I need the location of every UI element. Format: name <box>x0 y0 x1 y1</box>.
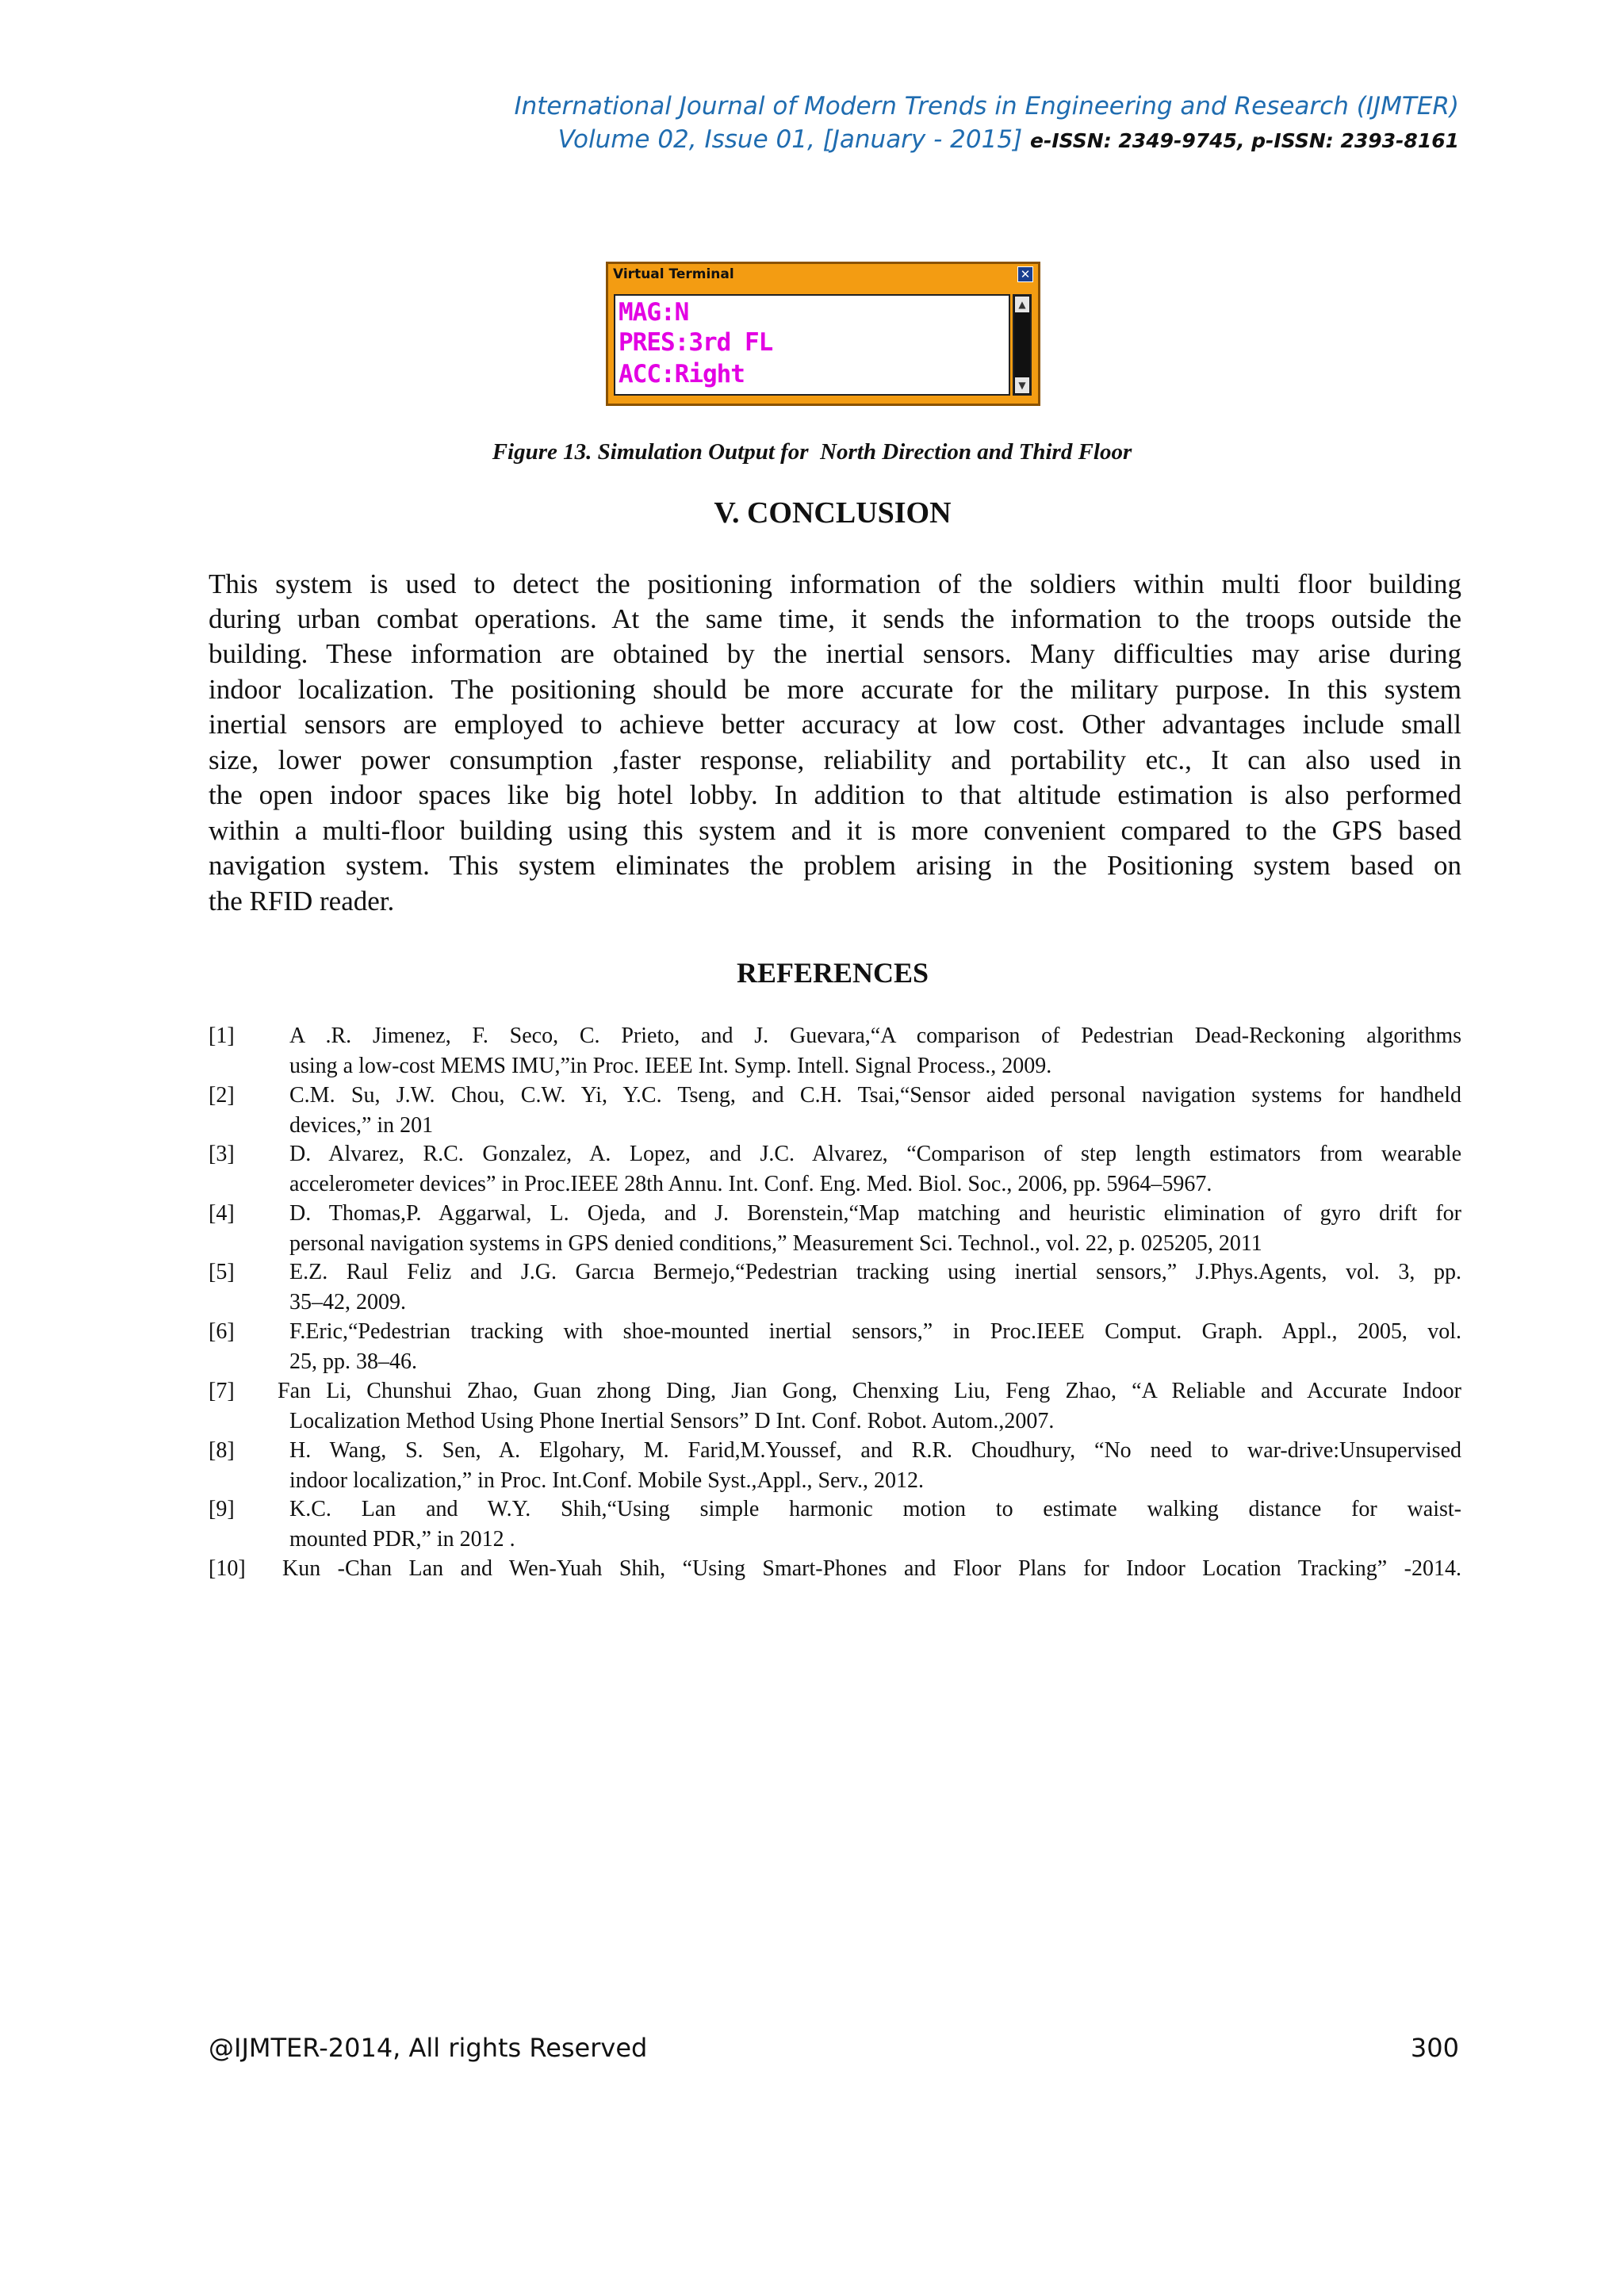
reference-text-line: C.M. Su, J.W. Chou, C.W. Yi, Y.C. Tseng, and C.H. Tsai,“Sensor aided personal navigation systems for handheld <box>289 1083 1461 1108</box>
reference-number: [6] <box>209 1319 235 1344</box>
reference-number: [9] <box>209 1497 235 1521</box>
virtual-terminal-figure <box>606 262 1040 406</box>
journal-volume-line <box>285 125 1459 154</box>
reference-text-line: using a low-cost MEMS IMU,”in Proc. IEEE Int. Symp. Intell. Signal Process., 2009. <box>289 1054 1052 1078</box>
reference-number: [1] <box>209 1024 235 1048</box>
reference-text-line: 25, pp. 38–46. <box>289 1349 417 1374</box>
reference-text-line: devices,” in 201 <box>289 1113 434 1138</box>
reference-number: [3] <box>209 1142 235 1166</box>
reference-text-line: Fan Li, Chunshui Zhao, Guan zhong Ding, Jian Gong, Chenxing Liu, Feng Zhao, “A Reliable and Accurate Indoor <box>278 1379 1461 1403</box>
reference-text-line: E.Z. Raul Feliz and J.G. Garcıa Bermejo,“Pedestrian tracking using inertial sensors,” J.Phys.Agents, vol. 3, pp. <box>289 1260 1461 1284</box>
page-number: 300 <box>1410 2033 1459 2063</box>
reference-number: [10] <box>209 1556 246 1581</box>
paragraph-line: building. These information are obtained by the inertial sensors. Many difficulties may arise during <box>209 638 1461 669</box>
section-heading-references: REFERENCES <box>736 957 929 989</box>
paragraph-line: This system is used to detect the positioning information of the soldiers within multi floor building <box>209 568 1461 599</box>
reference-number: [5] <box>209 1260 235 1284</box>
journal-volume: Volume 02, Issue 01, [January - 2015] <box>557 125 1023 154</box>
reference-text-line: A .R. Jimenez, F. Seco, C. Prieto, and J. Guevara,“A comparison of Pedestrian Dead-Reckoning algorithms <box>289 1024 1461 1048</box>
reference-text-line: personal navigation systems in GPS denied conditions,” Measurement Sci. Technol., vol. 22, p. 025205, 2011 <box>289 1231 1262 1256</box>
terminal-line-pres: PRES:3rd FL <box>619 328 773 357</box>
section-heading-conclusion: V. CONCLUSION <box>714 496 952 530</box>
reference-number: [4] <box>209 1201 235 1226</box>
paragraph-line: size, lower power consumption ,faster response, reliability and portability etc., It can also used in <box>209 744 1461 775</box>
terminal-window-title: Virtual Terminal <box>613 266 734 282</box>
terminal-line-acc: ACC:Right <box>619 360 745 388</box>
terminal-scrollbar <box>1013 294 1032 396</box>
reference-text-line: mounted PDR,” in 2012 . <box>289 1527 515 1552</box>
close-icon: ✕ <box>1017 266 1033 282</box>
paragraph-line: during urban combat operations. At the same time, it sends the information to the troops outside the <box>209 603 1461 634</box>
paragraph-line: inertial sensors are employed to achieve better accuracy at low cost. Other advantages include small <box>209 709 1461 740</box>
figure-caption: Figure 13. Simulation Output for North Direction and Third Floor <box>492 439 1132 465</box>
terminal-line-mag: MAG:N <box>619 298 689 327</box>
footer-copyright: @IJMTER-2014, All rights Reserved <box>209 2033 648 2063</box>
paragraph-line: the open indoor spaces like big hotel lobby. In addition to that altitude estimation is also performed <box>209 779 1461 810</box>
terminal-screen <box>614 294 1010 396</box>
reference-text-line: F.Eric,“Pedestrian tracking with shoe-mounted inertial sensors,” in Proc.IEEE Comput. Graph. Appl., 2005, vol. <box>289 1319 1461 1344</box>
reference-text-line: indoor localization,” in Proc. Int.Conf. Mobile Syst.,Appl., Serv., 2012. <box>289 1468 924 1493</box>
reference-text-line: D. Thomas,P. Aggarwal, L. Ojeda, and J. Borenstein,“Map matching and heuristic elimination of gyro drift for <box>289 1201 1461 1226</box>
paragraph-line: navigation system. This system eliminates the problem arising in the Positioning system based on <box>209 850 1461 881</box>
reference-number: [2] <box>209 1083 235 1108</box>
journal-title: International Journal of Modern Trends in Engineering and Research (IJMTER) <box>514 92 1459 121</box>
journal-issn: e-ISSN: 2349-9745, p-ISSN: 2393-8161 <box>1030 129 1459 152</box>
reference-text-line: H. Wang, S. Sen, A. Elgohary, M. Farid,M.Youssef, and R.R. Choudhury, “No need to war-drive:Unsupervised <box>289 1438 1461 1463</box>
paragraph-line: within a multi-floor building using this system and it is more convenient compared to the GPS based <box>209 815 1461 846</box>
scroll-down-icon: ▼ <box>1015 377 1029 393</box>
reference-text-line: Localization Method Using Phone Inertial Sensors” D Int. Conf. Robot. Autom.,2007. <box>289 1409 1055 1433</box>
reference-number: [8] <box>209 1438 235 1463</box>
reference-text-line: K.C. Lan and W.Y. Shih,“Using simple harmonic motion to estimate walking distance for waist- <box>289 1497 1461 1521</box>
reference-text-line: Kun -Chan Lan and Wen-Yuah Shih, “Using Smart-Phones and Floor Plans for Indoor Location Tracking” -2014. <box>282 1556 1461 1581</box>
reference-text-line: accelerometer devices” in Proc.IEEE 28th Annu. Int. Conf. Eng. Med. Biol. Soc., 2006, pp. 5964–5967. <box>289 1172 1212 1196</box>
reference-number: [7] <box>209 1379 235 1403</box>
reference-text-line: D. Alvarez, R.C. Gonzalez, A. Lopez, and J.C. Alvarez, “Comparison of step length estimators from wearable <box>289 1142 1461 1166</box>
scroll-up-icon: ▲ <box>1015 297 1029 312</box>
paragraph-line: indoor localization. The positioning should be more accurate for the military purpose. In this system <box>209 674 1461 705</box>
reference-text-line: 35–42, 2009. <box>289 1290 406 1314</box>
paragraph-line: the RFID reader. <box>209 886 395 916</box>
